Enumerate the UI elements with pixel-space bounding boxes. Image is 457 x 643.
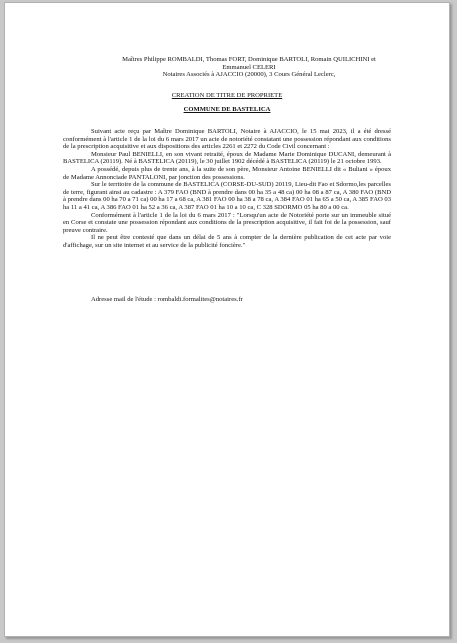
paragraph-6: Il ne peut être contesté que dans un délai de 5 ans à compter de la dernière publication de cet acte par voie d'affichage, sur un site internet et au service de la publicité foncière." [63,234,391,249]
contact-email: Adresse mail de l'étude : rombaldi.formalites@notaires.fr [91,296,243,303]
document-title: CREATION DE TITRE DE PROPRIETE [171,92,283,99]
paragraph-3: A possédé, depuis plus de trente ans, à la suite de son père, Monsieur Antoine BENIELLI dit « Buliani » époux de Madame Annonciade PANTALONI, par jonction des possessions. [63,165,391,181]
header-line-2: Emmanuel CELERI [222,63,276,71]
notary-header [95,56,403,79]
document-page [4,2,450,637]
commune-title: COMMUNE DE BASTELICA [183,106,271,113]
paragraph-2: Monsieur Paul BENIELLI, en son vivant retraité, époux de Madame Marie Dominique DUCANI, demeurant à BASTELICA (20119). Né à BASTELICA (20119), le 30 juillet 1902 décédé à BASTELICA (20119) le 21 octobre 1993. [63,150,391,166]
paragraph-1: Suivant acte reçu par Maître Dominique BARTOLI, Notaire à AJACCIO, le 15 mai 2023, il a été dressé conformément à l'article 1 de la loi du 6 mars 2017 un acte de notoriété constatant une possession répondant aux conditions de la prescription acquisitive et aux dispositions des articles 2261 et 2272 du Code Civil concernant : [63,128,391,151]
document-body [63,128,391,250]
header-line-1: Maîtres Philippe ROMBALDI, Thomas FORT, Dominique BARTOLI, Romain QUILICHINI et [122,56,376,63]
paragraph-5: Conformément à l'article 1 de la loi du 6 mars 2017 : "Lorsqu'un acte de Notoriété porte sur un immeuble situé en Corse et constate une possession répondant aux conditions de la prescription acquisitive, il fait foi de la possession, sauf preuve contraire. [63,211,391,234]
header-line-3: Notaires Associés à AJACCIO (20000), 3 Cours Général Leclerc, [162,71,336,79]
paragraph-4: Sur le territoire de la commune de BASTELICA (CORSE-DU-SUD) 20119, Lieu-dit Fao et Sdormo,les parcelles de terre, figurant ainsi au cadastre : A 379 FAO (BND à prendre dans 00 ha 35 a 48 ca) 00 ha 08 a 87 ca, A 380 FAO (BND à prendre dans 00 ha 70 a 71 ca) 00 ha 17 a 68 ca, A 381 FAO 00 ha 38 a 78 ca, A 384 FAO 01 ha 65 a 50 ca, A 385 FAO 03 ha 11 a 41 ca, A 386 FAO 01 ha 52 a 36 ca, A 387 FAO 01 ha 10 a 10 ca, C 328 SDORMO 05 ha 80 a 00 ca. [63,181,391,211]
